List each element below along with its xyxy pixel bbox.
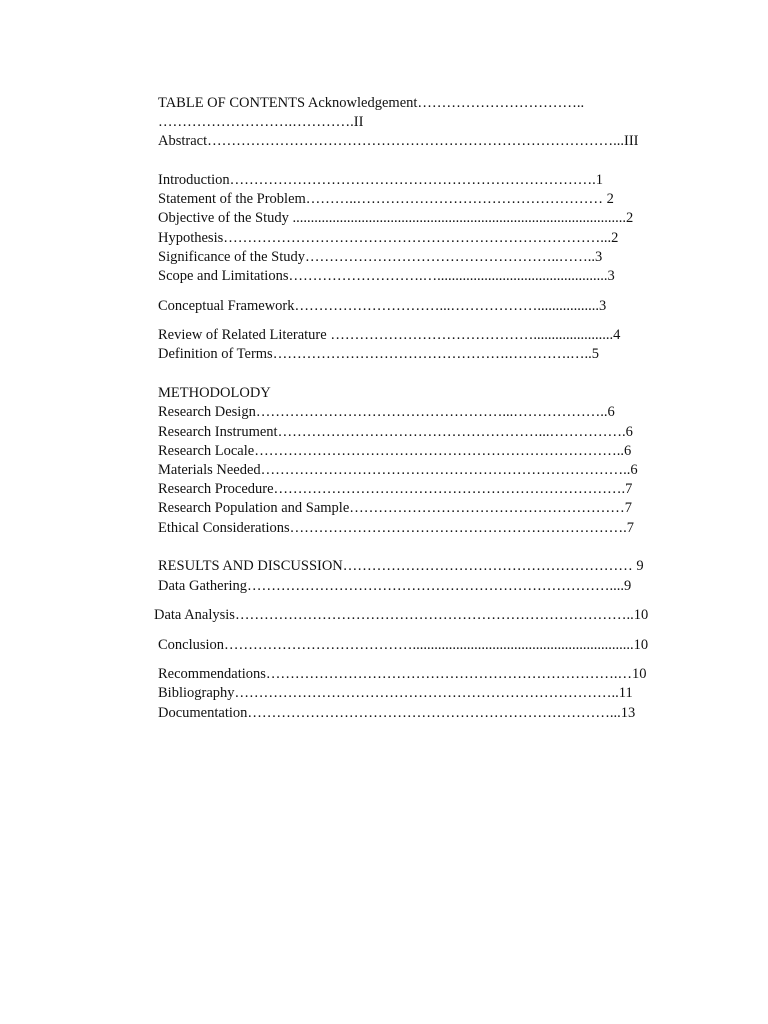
- toc-line-data-analysis: Data Analysis………………………………………………………………………..10: [154, 607, 649, 623]
- toc-line-materials-needed: Materials Needed…………………………………………………………………..6: [158, 462, 638, 478]
- toc-line-bibliography: Bibliography……………………………………………………………………..11: [158, 685, 633, 701]
- toc-line-documentation: Documentation…………………………………………………………………...13: [158, 705, 636, 721]
- toc-line-research-design: Research Design……………………………………………...………………..6: [158, 404, 615, 420]
- toc-line-conclusion: Conclusion………………………………….............................................................10: [158, 637, 649, 653]
- toc-line-hypothesis: Hypothesis……………………………………………………………………...2: [158, 230, 619, 246]
- toc-line-abstract: Abstract…………………………………………………………………………...III: [158, 133, 639, 149]
- toc-line-data-gathering: Data Gathering…………………………………………………………………....9: [158, 578, 632, 594]
- toc-section-results-discussion: RESULTS AND DISCUSSION…………………………………………………… 9: [158, 558, 644, 574]
- toc-line-definition-of-terms: Definition of Terms………………………………………….………….…..5: [158, 346, 599, 362]
- toc-line-scope: Scope and Limitations……………………….…...............................................3: [158, 268, 615, 284]
- toc-line-ethical-considerations: Ethical Considerations…………………………………………………………….7: [158, 520, 635, 536]
- toc-line-objective: Objective of the Study ............................................................................................2: [158, 210, 634, 226]
- toc-line-conceptual-framework: Conceptual Framework…………………………...……………….................3: [158, 298, 607, 314]
- toc-line-significance: Significance of the Study……………………………………………..……..3: [158, 249, 603, 265]
- toc-line-introduction: Introduction………………………………………………………………….1: [158, 172, 604, 188]
- toc-line-research-instrument: Research Instrument………………………………………………...…………….6: [158, 424, 633, 440]
- toc-line-review-literature: Review of Related Literature ……………………………………......................4: [158, 327, 621, 343]
- toc-line-recommendations: Recommendations……………………………………………………………….…10: [158, 666, 647, 682]
- toc-heading-acknowledgement: TABLE OF CONTENTS Acknowledgement……………………………..: [158, 95, 585, 111]
- toc-line-research-locale: Research Locale…………………………………………………………………..6: [158, 443, 632, 459]
- toc-line-research-population: Research Population and Sample…………………………………………………7: [158, 500, 633, 516]
- toc-section-methodology: METHODOLODY: [158, 385, 271, 401]
- toc-line-statement-of-problem: Statement of the Problem………..…………………………………………… 2: [158, 191, 614, 207]
- toc-line-acknowledgement-continued: ……………………….………….II: [158, 114, 364, 130]
- toc-line-research-procedure: Research Procedure……………………………………………………………….7: [158, 481, 633, 497]
